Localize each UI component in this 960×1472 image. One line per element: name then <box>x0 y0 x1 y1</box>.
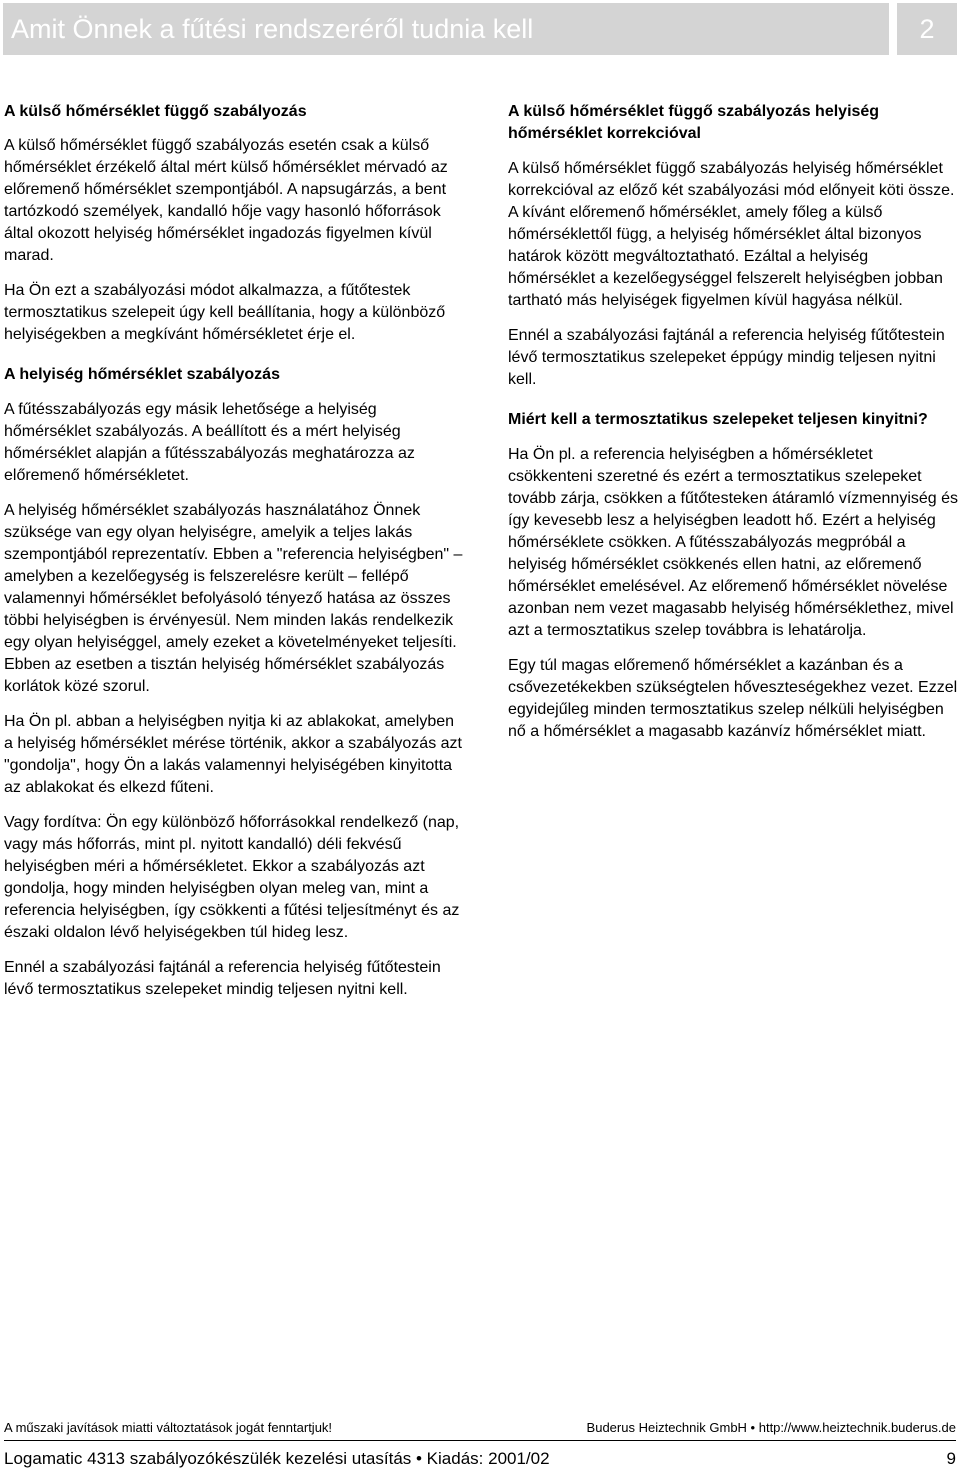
footer-disclaimer: A műszaki javítások miatti változtatások jogát fenntartjuk! <box>4 1420 333 1435</box>
paragraph: Ha Ön pl. a referencia helyiségben a hőmérsékletet csökkenteni szeretné és ezért a termosztatikus szelepeket tovább zárja, csökken a fűtőtesteken átáramló vízmennyiség és így kevesebb lesz a helyiségben leadott hő. Ezért a helyiség hőmérséklete csökken. A fűtésszabályozás megpróbál a helyiség hőmérséklet csökkenés ellen hatni, az előremenő hőmérséklet emelésével. Az előremenő hőmérséklet növelése azonban nem vezet magasabb helyiség hőmérséklethez, mivel azt a termosztatikus szelep továbbra is lehatárolja. <box>508 446 959 639</box>
paragraph: A fűtésszabályozás egy másik lehetősége a helyiség hőmérséklet szabályozás. A beállított és a mért helyiség hőmérséklet alapján a fűtésszabályozás meghatározza az előremenő hőmérsékletet. <box>4 401 415 484</box>
section-heading-room-control: A helyiség hőmérséklet szabályozás <box>4 366 280 383</box>
paragraph: Ha Ön pl. abban a helyiségben nyitja ki az ablakokat, amelyben a helyiség hőmérséklet mérése történik, akkor a szabályozás azt "gondolja", hogy Ön a lakás valamennyi helyiségében kinyitotta az ablakokat és elkezd fűteni. <box>4 713 462 796</box>
chapter-number-box <box>897 3 957 55</box>
section-heading-valves: Miért kell a termosztatikus szelepeket teljesen kinyitni? <box>508 411 928 428</box>
footer-divider <box>4 1440 956 1441</box>
chapter-title: Amit Önnek a fűtési rendszeréről tudnia kell <box>11 14 534 44</box>
right-column <box>508 101 958 756</box>
chapter-number: 2 <box>919 14 935 44</box>
paragraph: Vagy fordítva: Ön egy különböző hőforrásokkal rendelkező (nap, vagy más hőforrás, mint pl. nyitott kandalló) déli fekvésű helyiségben méri a hőmérsékletet. Ekkor a szabályozás azt gondolja, hogy minden helyiségben olyan meleg van, mint a referencia helyiségben, így csökkenti a fűtési teljesítményt és az északi oldalon lévő helyiségekben túl hideg lesz. <box>4 814 460 941</box>
paragraph: Ha Ön ezt a szabályozási módot alkalmazza, a fűtőtestek termosztatikus szelepeit úgy kell beállítania, hogy a különböző helyiségekben a megkívánt hőmérsékletet érje el. <box>4 282 446 343</box>
document-title: Logamatic 4313 szabályozókészülék kezelési utasítás • Kiadás: 2001/02 <box>4 1449 550 1468</box>
left-column <box>4 101 466 1014</box>
footer-company: Buderus Heiztechnik GmbH • http://www.heiztechnik.buderus.de <box>586 1420 956 1435</box>
paragraph: A helyiség hőmérséklet szabályozás használatához Önnek szüksége van egy olyan helyiségre, amelyik a teljes lakás szempontjából reprezentatív. Ebben a "referencia helyiségben" – amelyben a kezelőegység is felszerelésre került – fellépő valamennyi hőmérséklet befolyásoló tényező hatása az összes többi helyiségben is érvényesül. Nem minden lakás rendelkezik egy olyan helyiséggel, amely ezeket a követelményeket teljesíti. Ebben az esetben a tisztán helyiség hőmérséklet szabályozás korlátok közé szorul. <box>4 502 463 695</box>
paragraph: Egy túl magas előremenő hőmérséklet a kazánban és a csővezetékekben szükségtelen hőveszteségekhez vezet. Ezzel egyidejűleg minden termosztatikus szelep nélküli helyiségben nő a hőmérséklet a magasabb kazánvíz hőmérséklet miatt. <box>508 657 958 740</box>
paragraph: Ennél a szabályozási fajtánál a referencia helyiség fűtőtestein lévő termosztatikus szelepeket mindig teljesen nyitni kell. <box>4 959 441 998</box>
chapter-title-bar <box>3 3 889 55</box>
paragraph: A külső hőmérséklet függő szabályozás esetén csak a külső hőmérséklet érzékelő által mért külső hőmérséklet mérvadó az előremenő hőmérséklet szempontjából. A napsugárzás, a bent tartózkodó személyek, kandalló hője vagy hasonló hőforrások által okozott helyiség hőmérséklet ingadozás figyelmen kívül marad. <box>4 137 448 264</box>
page-number: 9 <box>946 1449 956 1468</box>
section-heading-outdoor-control: A külső hőmérséklet függő szabályozás <box>4 103 307 120</box>
section-heading-room-correction: A külső hőmérséklet függő szabályozás helyiség hőmérséklet korrekcióval <box>508 103 880 142</box>
paragraph: Ennél a szabályozási fajtánál a referencia helyiség fűtőtestein lévő termosztatikus szelepeket éppúgy mindig teljesen nyitni kell. <box>508 327 945 388</box>
paragraph: A külső hőmérséklet függő szabályozás helyiség hőmérséklet korrekcióval az előző két szabályozási mód előnyeit köti össze. A kívánt előremenő hőmérséklet, amely főleg a külső hőmérséklettől függ, a helyiség hőmérséklet által bizonyos határok között megváltoztatható. Ezáltal a helyiség hőmérséklet a kezelőegységgel felszerelt helyiségben jobban tartható más helyiségek figyelmen kívül hagyása nélkül. <box>508 160 955 309</box>
